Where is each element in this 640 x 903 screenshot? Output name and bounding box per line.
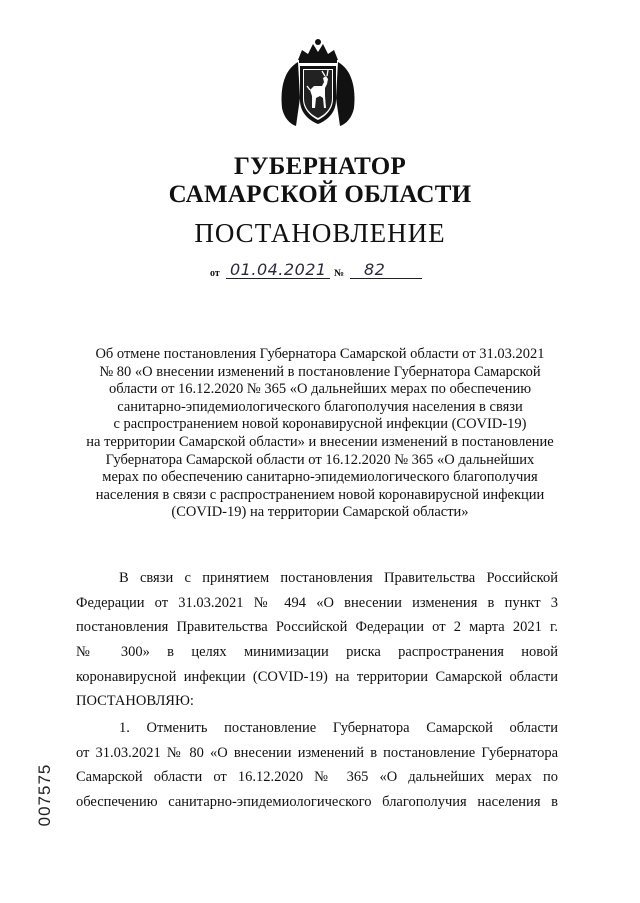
title-line: Об отмене постановления Губернатора Самарской области от 31.03.2021 [95,346,545,362]
governor-heading-line2: САМАРСКОЙ ОБЛАСТИ [168,181,472,208]
title-line: № 80 «О внесении изменений в постановление Губернатора Самарской [99,363,541,380]
handwritten-number: 82 [364,260,386,279]
title-line: области от 16.12.2020 № 365 «О дальнейших мерах по обеспечению [108,381,532,398]
paragraph-line: коронавирусной инфекции (COVID-19) на территории Самарской области [76,668,558,685]
title-line: Губернатора Самарской области от 16.12.2020 № 365 «О дальнейших [105,451,535,468]
paragraph-line: № 300» в целях минимизации риска распространения новой [76,644,558,661]
paragraph-line: от 31.03.2021 № 80 «О внесении изменений в постановление Губернатора [76,744,558,761]
title-line: населения в связи с распространением новой коронавирусной инфекции [95,486,545,503]
paragraph-line: обеспечению санитарно-эпидемиологического благополучия населения в [76,794,558,811]
coat-of-arms-icon [276,38,360,128]
number-label: № [334,268,345,279]
paragraph-line: Федерации от 31.03.2021 № 494 «О внесении изменения в пункт 3 [76,594,558,611]
number-underline [350,278,422,279]
registration-number-text: 007575 [35,763,54,827]
clause-1-paragraph [76,716,558,815]
date-prefix-label: от [210,268,220,279]
preamble-paragraph [76,566,558,714]
title-line: мерах по обеспечению санитарно-эпидемиологического благополучия [102,469,538,486]
title-line: санитарно-эпидемиологического благополучия населения в связи [117,398,523,415]
title-line: (COVID-19) на территории Самарской области» [171,504,469,521]
handwritten-date: 01.04.2021 [230,260,327,279]
paragraph-line: Самарской области от 16.12.2020 № 365 «О дальнейших мерах по [76,769,558,786]
registration-stamp-number [36,745,54,845]
title-line: на территории Самарской области» и внесении изменений в постановление [86,433,554,450]
paragraph-line: В связи с принятием постановления Правительства Российской [119,570,558,586]
document-title [60,346,580,522]
governor-heading-line1: ГУБЕРНАТОР [233,153,407,180]
title-line: с распространением новой коронавирусной инфекции (COVID-19) [113,416,527,433]
paragraph-line: постановления Правительства Российской Федерации от 2 марта 2021 г. [76,619,558,636]
document-type-heading: ПОСТАНОВЛЕНИЕ [194,218,446,248]
date-number-line [210,260,450,282]
paragraph-line: 1. Отменить постановление Губернатора Самарской области [119,720,558,736]
paragraph-line: ПОСТАНОВЛЯЮ: [76,693,194,710]
